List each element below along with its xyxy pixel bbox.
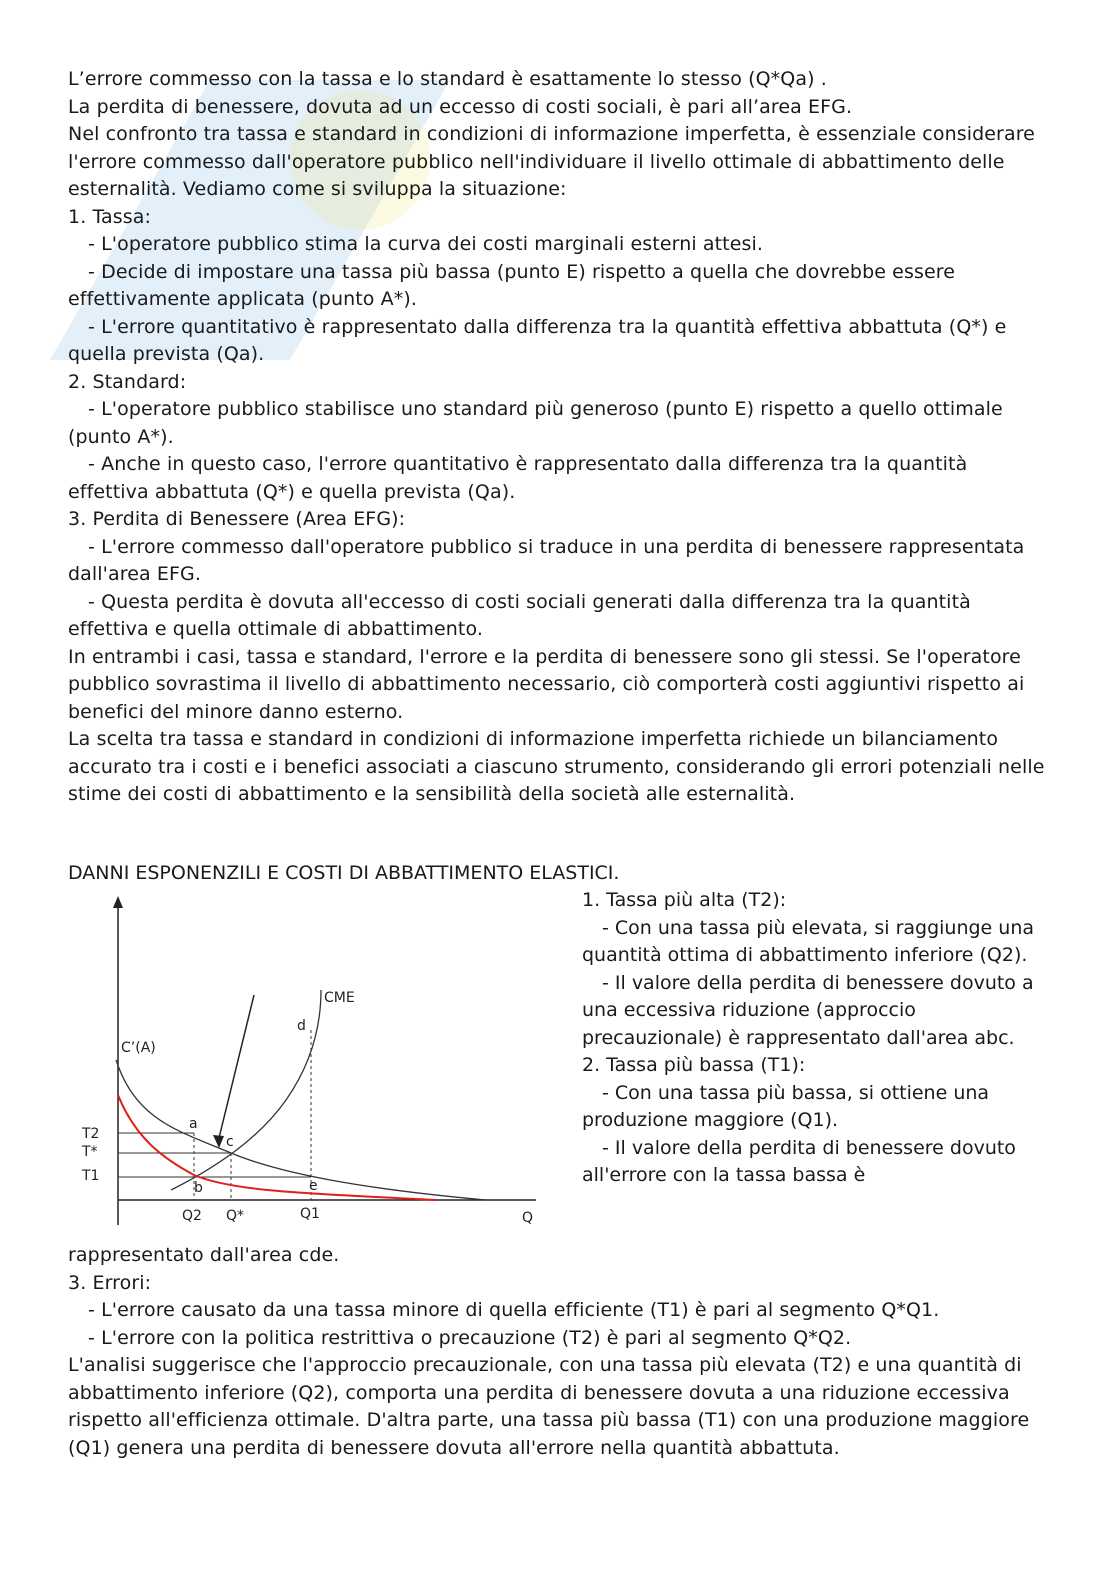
list-item: - L'errore commesso dall'operatore pubblico si traduce in una perdita di benessere rappresentata dall'area EFG. <box>68 535 1025 585</box>
side-text-block <box>582 887 1052 1190</box>
paragraph: Nel confronto tra tassa e standard in condizioni di informazione imperfetta, è essenziale considerare l'errore commesso dall'operatore pubblico nell'individuare il livello ottimale di abbattimento delle esternalità. Vediamo come si sviluppa la situazione: <box>68 123 1035 200</box>
list-heading: 2. Tassa più bassa (T1): <box>582 1054 806 1076</box>
section-heading: DANNI ESPONENZILI E COSTI DI ABBATTIMENTO ELASTICI. <box>68 862 620 884</box>
paragraph: La perdita di benessere, dovuta ad un eccesso di costi sociali, è pari all’area EFG. <box>68 95 853 118</box>
list-item: - Anche in questo caso, l'errore quantitativo è rappresentato dalla differenza tra la quantità effettiva abbattuta (Q*) e quella prevista (Qa). <box>68 453 968 503</box>
cme-label: CME <box>324 990 355 1006</box>
list-item: - Il valore della perdita di benessere dovuto a una eccessiva riduzione (approccio precauzionale) è rappresentato dall'area abc. <box>582 971 1034 1049</box>
paragraph: L’errore commesso con la tassa e lo standard è esattamente lo stesso (Q*Qa) . <box>68 68 827 90</box>
list-heading: 3. Perdita di Benessere (Area EFG): <box>68 508 406 530</box>
t2-label: T2 <box>82 1126 100 1142</box>
paragraph: rappresentato dall'area cde. <box>68 1244 340 1266</box>
t1-label: T1 <box>82 1168 100 1184</box>
paragraph: L'analisi suggerisce che l'approccio precauzionale, con una tassa più elevata (T2) e una quantità di abbattimento inferiore (Q2), comporta una perdita di benessere dovuta a una riduzione eccessiva rispetto all'efficienza ottimale. D'altra parte, una tassa più bassa (T1) con una produzione maggiore (Q1) genera una perdita di benessere dovuta all'errore nella quantità abbattuta. <box>68 1354 1030 1459</box>
list-item: - L'operatore pubblico stima la curva dei costi marginali esterni attesi. <box>88 233 763 255</box>
ca-curve <box>116 1060 486 1200</box>
list-item: - Con una tassa più elevata, si raggiunge una quantità ottima di abbattimento inferiore (Q2). <box>582 916 1035 966</box>
point-d-label: d <box>297 1018 306 1034</box>
list-heading: 2. Standard: <box>68 370 187 393</box>
list-item: - L'operatore pubblico stabilisce uno standard più generoso (punto E) rispetto a quello ottimale (punto A*). <box>68 398 1003 448</box>
point-c-label: c <box>226 1134 234 1150</box>
economics-diagram <box>76 890 546 1235</box>
x-axis-label: Q <box>522 1210 534 1226</box>
list-heading: 1. Tassa più alta (T2): <box>582 889 787 911</box>
paragraph: In entrambi i casi, tassa e standard, l'errore e la perdita di benessere sono gli stessi. Se l'operatore pubblico sovrastima il livello di abbattimento necessario, ciò comporterà costi aggiuntivi rispetto ai benefici del minore danno esterno. <box>68 645 1025 723</box>
list-heading: 3. Errori: <box>68 1271 152 1294</box>
q2-label: Q2 <box>182 1208 202 1224</box>
bottom-text-block <box>68 1242 1053 1462</box>
list-item: - L'errore con la politica restrittiva o precauzione (T2) è pari al segmento Q*Q2. <box>88 1326 852 1349</box>
list-item: - L'errore quantitativo è rappresentato dalla differenza tra la quantità effettiva abbattuta (Q*) e quella prevista (Qa). <box>68 315 1007 365</box>
qstar-label: Q* <box>226 1208 245 1224</box>
q1-label: Q1 <box>300 1206 320 1222</box>
paragraph: La scelta tra tassa e standard in condizioni di informazione imperfetta richiede un bilanciamento accurato tra i costi e i benefici associati a ciascuno strumento, considerando gli errori potenziali nelle stime dei costi di abbattimento e la sensibilità della società alle esternalità. <box>68 728 1045 805</box>
estimated-curve <box>118 1095 436 1200</box>
list-item: - L'errore causato da una tassa minore di quella efficiente (T1) è pari al segmento Q*Q1. <box>88 1299 940 1321</box>
list-item: - Con una tassa più bassa, si ottiene una produzione maggiore (Q1). <box>582 1081 990 1131</box>
list-heading: 1. Tassa: <box>68 205 152 228</box>
y-axis-arrow <box>113 896 123 908</box>
list-item: - Il valore della perdita di benessere dovuto all'errore con la tassa bassa è <box>582 1136 1016 1186</box>
pointer-arrow <box>219 995 254 1138</box>
list-item: - Questa perdita è dovuta all'eccesso di costi sociali generati dalla differenza tra la quantità effettiva e quella ottimale di abbattimento. <box>68 590 971 640</box>
point-e-label: e <box>309 1178 318 1194</box>
ca-label: C’(A) <box>121 1040 156 1056</box>
tstar-label: T* <box>82 1144 98 1160</box>
point-b-label: b <box>194 1180 203 1196</box>
list-item: - Decide di impostare una tassa più bassa (punto E) rispetto a quella che dovrebbe essere effettivamente applicata (punto A*). <box>68 260 956 310</box>
point-a-label: a <box>189 1116 198 1132</box>
top-text-block <box>68 66 1053 809</box>
